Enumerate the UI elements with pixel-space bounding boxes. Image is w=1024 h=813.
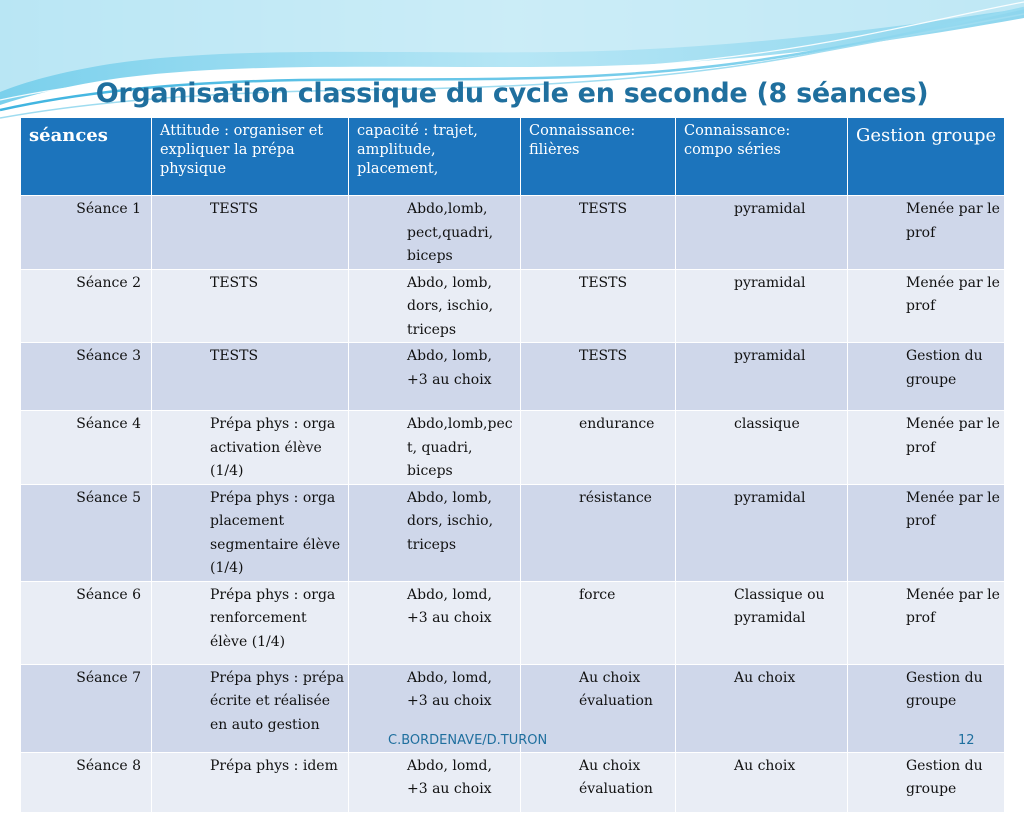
- cell-text: Séance 3: [76, 348, 141, 364]
- cell-text: +3 au choix: [407, 610, 492, 626]
- cell-text: prof: [906, 513, 936, 529]
- cell-text: triceps: [407, 536, 457, 553]
- header-attitude: Attitude : organiser et expliquer la prépa physique: [152, 118, 349, 196]
- cell-text: Menée par le: [906, 274, 1000, 291]
- cell-capacite: [349, 343, 521, 411]
- cell-text: force: [579, 586, 616, 603]
- cell-text: pyramidal: [734, 348, 806, 364]
- header-seances: séances: [21, 118, 152, 196]
- cell-text: dors, ischio,: [407, 513, 494, 529]
- cell-gestion: [848, 269, 1005, 343]
- cell-filiere: [521, 269, 676, 343]
- cell-attitude: [152, 664, 349, 752]
- header-compo-series: Connaissance: compo séries: [676, 118, 848, 196]
- cell-session: [21, 196, 152, 270]
- cell-gestion: [848, 196, 1005, 270]
- cell-text: +3 au choix: [407, 781, 492, 797]
- cell-session: [21, 411, 152, 485]
- cell-attitude: [152, 411, 349, 485]
- cell-text: TESTS: [579, 201, 628, 217]
- cell-text: endurance: [579, 416, 655, 432]
- cell-attitude: [152, 752, 349, 812]
- cell-text: Au choix: [734, 757, 796, 774]
- cell-text: Séance 5: [76, 489, 141, 506]
- cell-text: TESTS: [210, 274, 259, 291]
- cell-text: pect,quadri,: [407, 224, 494, 241]
- header-filieres: Connaissance: filières: [521, 118, 676, 196]
- cell-text: Abdo, lomd,: [407, 669, 492, 686]
- cell-filiere: [521, 581, 676, 664]
- cell-capacite: [349, 484, 521, 581]
- cell-text: Gestion du: [906, 669, 983, 686]
- table-row: [21, 484, 1005, 581]
- cell-capacite: [349, 752, 521, 812]
- cell-text: triceps: [407, 321, 457, 338]
- cell-text: Classique ou: [734, 586, 825, 603]
- cell-text: Prépa phys : prépa: [210, 669, 345, 686]
- cell-text: Menée par le: [906, 489, 1000, 506]
- cell-session: [21, 581, 152, 664]
- session-table: [20, 117, 1005, 813]
- cell-compo-series: [676, 196, 848, 270]
- cell-session: [21, 269, 152, 343]
- cell-text: Séance 8: [76, 757, 141, 774]
- cell-capacite: [349, 196, 521, 270]
- cell-capacite: [349, 269, 521, 343]
- cell-text: segmentaire élève: [210, 536, 341, 553]
- cell-text: Prépa phys : orga: [210, 416, 336, 432]
- cell-text: résistance: [579, 489, 652, 506]
- cell-text: Séance 1: [76, 201, 141, 217]
- cell-text: classique: [734, 416, 800, 432]
- cell-compo-series: [676, 664, 848, 752]
- cell-attitude: [152, 581, 349, 664]
- table-row: [21, 581, 1005, 664]
- header-capacite: capacité : trajet, amplitude, placement,: [349, 118, 521, 196]
- cell-compo-series: [676, 343, 848, 411]
- cell-compo-series: [676, 581, 848, 664]
- slide-title: Organisation classique du cycle en seconde (8 séances): [95, 78, 929, 109]
- cell-text: groupe: [906, 693, 957, 709]
- cell-text: Abdo,lomb,: [407, 201, 488, 217]
- cell-text: Séance 6: [76, 586, 141, 603]
- footer-authors: C.BORDENAVE/D.TURON: [388, 733, 548, 748]
- cell-text: pyramidal: [734, 610, 806, 626]
- cell-attitude: [152, 196, 349, 270]
- cell-text: Au choix: [734, 669, 796, 686]
- cell-text: Prépa phys : orga: [210, 489, 336, 506]
- cell-text: écrite et réalisée: [210, 693, 331, 709]
- cell-gestion: [848, 752, 1005, 812]
- cell-text: groupe: [906, 371, 957, 388]
- cell-compo-series: [676, 484, 848, 581]
- cell-capacite: [349, 581, 521, 664]
- cell-text: t, quadri,: [407, 439, 473, 456]
- cell-text: +3 au choix: [407, 693, 492, 709]
- cell-text: TESTS: [210, 201, 259, 217]
- cell-text: Menée par le: [906, 416, 1000, 432]
- cell-text: dors, ischio,: [407, 298, 494, 314]
- table-row: [21, 752, 1005, 812]
- cell-attitude: [152, 269, 349, 343]
- cell-text: Séance 2: [76, 274, 141, 291]
- cell-gestion: [848, 484, 1005, 581]
- cell-text: +3 au choix: [407, 371, 492, 388]
- cell-text: Abdo, lomb,: [407, 348, 492, 364]
- table-row: [21, 343, 1005, 411]
- cell-text: activation élève: [210, 439, 322, 456]
- cell-text: Abdo,lomb,pec: [407, 416, 513, 432]
- cell-compo-series: [676, 411, 848, 485]
- cell-session: [21, 664, 152, 752]
- page-number: 12: [958, 733, 975, 748]
- cell-text: Menée par le: [906, 586, 1000, 603]
- cell-text: évaluation: [579, 693, 653, 709]
- header-gestion-groupe: Gestion groupe: [848, 118, 1005, 196]
- cell-text: Prépa phys : orga: [210, 586, 336, 603]
- cell-text: prof: [906, 610, 936, 626]
- cell-filiere: [521, 752, 676, 812]
- cell-capacite: [349, 411, 521, 485]
- table-row: [21, 269, 1005, 343]
- cell-filiere: [521, 484, 676, 581]
- cell-text: Séance 7: [76, 669, 141, 686]
- cell-session: [21, 752, 152, 812]
- cell-filiere: [521, 196, 676, 270]
- cell-text: évaluation: [579, 781, 653, 797]
- cell-text: biceps: [407, 248, 453, 264]
- cell-text: Gestion du: [906, 348, 983, 364]
- cell-text: (1/4): [210, 463, 244, 479]
- cell-text: Abdo, lomb,: [407, 274, 492, 291]
- cell-session: [21, 343, 152, 411]
- cell-gestion: [848, 581, 1005, 664]
- cell-text: (1/4): [210, 560, 244, 576]
- cell-gestion: [848, 343, 1005, 411]
- table-row: [21, 196, 1005, 270]
- cell-text: prof: [906, 298, 936, 314]
- cell-text: groupe: [906, 781, 957, 797]
- cell-text: biceps: [407, 463, 453, 479]
- cell-compo-series: [676, 752, 848, 812]
- cell-text: Menée par le: [906, 201, 1000, 217]
- cell-text: Abdo, lomd,: [407, 586, 492, 603]
- cell-attitude: [152, 484, 349, 581]
- table-header-row: [21, 118, 1005, 196]
- cell-text: TESTS: [210, 348, 259, 364]
- cell-filiere: [521, 343, 676, 411]
- cell-text: TESTS: [579, 348, 628, 364]
- cell-text: Prépa phys : idem: [210, 757, 338, 774]
- cell-attitude: [152, 343, 349, 411]
- cell-text: Séance 4: [76, 416, 141, 432]
- cell-text: Au choix: [579, 757, 641, 774]
- cell-text: TESTS: [579, 274, 628, 291]
- cell-filiere: [521, 411, 676, 485]
- wave-decoration: [0, 0, 1024, 130]
- cell-text: prof: [906, 439, 936, 456]
- cell-text: pyramidal: [734, 489, 806, 506]
- cell-text: Abdo, lomb,: [407, 489, 492, 506]
- cell-text: Gestion du: [906, 757, 983, 774]
- cell-gestion: [848, 411, 1005, 485]
- cell-text: en auto gestion: [210, 716, 320, 733]
- cell-text: Abdo, lomd,: [407, 757, 492, 774]
- cell-text: prof: [906, 224, 936, 241]
- cell-text: renforcement: [210, 610, 307, 626]
- table-row: [21, 411, 1005, 485]
- cell-compo-series: [676, 269, 848, 343]
- cell-session: [21, 484, 152, 581]
- cell-text: élève (1/4): [210, 633, 286, 650]
- cell-text: Au choix: [579, 669, 641, 686]
- cell-gestion: [848, 664, 1005, 752]
- cell-text: pyramidal: [734, 201, 806, 217]
- cell-text: placement: [210, 513, 285, 529]
- cell-text: pyramidal: [734, 274, 806, 291]
